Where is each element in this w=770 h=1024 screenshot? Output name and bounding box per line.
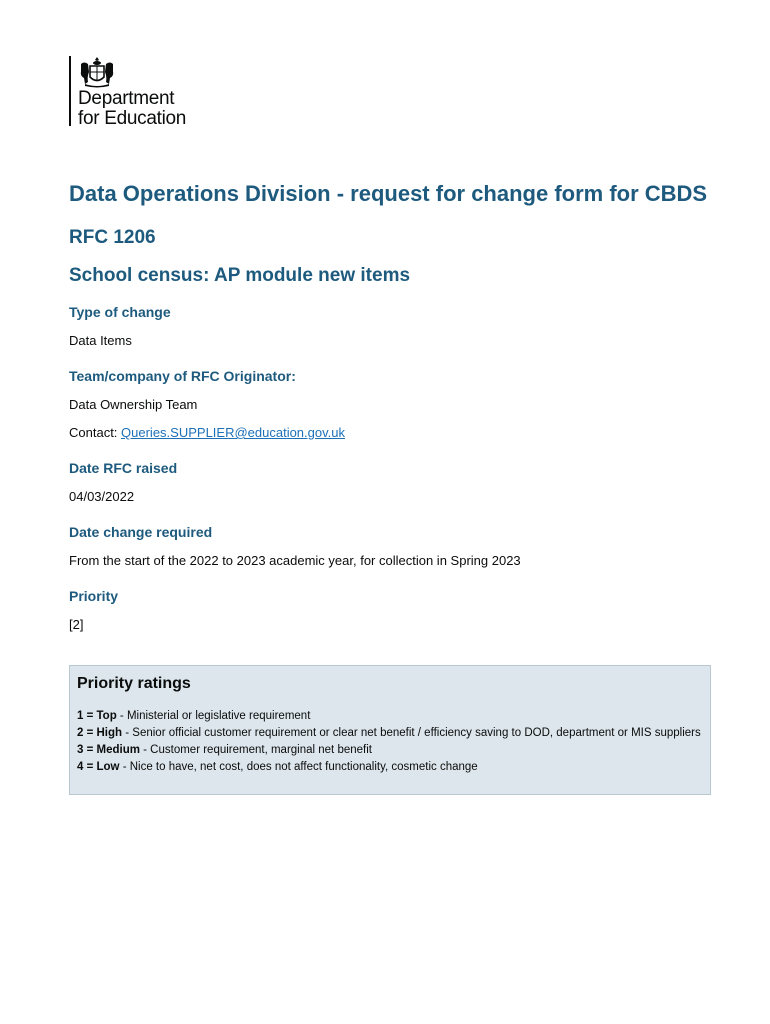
contact-prefix: Contact: [69,425,122,440]
date-required-value: From the start of the 2022 to 2023 academic year, for collection in Spring 2023 [69,553,521,568]
department-name [78,89,186,129]
contact-email-link[interactable]: Queries.SUPPLIER@education.gov.uk [121,425,345,440]
dfe-logo [69,56,229,130]
priority-ratings-list [77,708,703,776]
date-raised-value: 04/03/2022 [69,489,135,504]
priority-rating-desc: - Nice to have, net cost, does not affect functionality, cosmetic change [119,761,478,773]
department-name-line2: for Education [78,108,187,129]
priority-rating-desc: - Customer requirement, marginal net benefit [139,744,372,756]
type-of-change-label: Type of change [69,304,171,320]
type-of-change-value: Data Items [69,333,132,348]
priority-ratings-heading: Priority ratings [77,675,191,692]
priority-rating-item [77,725,703,742]
priority-rating-item [77,708,703,725]
priority-label: Priority [69,588,119,604]
priority-rating-key: 2 = High [77,727,123,739]
form-content [69,180,714,633]
rfc-number: RFC 1206 [69,227,156,248]
date-required-label: Date change required [69,524,213,540]
priority-rating-desc: - Ministerial or legislative requirement [116,710,311,722]
royal-crest-icon [78,56,116,88]
priority-value: [2] [69,617,84,632]
originator-team: Data Ownership Team [69,397,198,412]
logo-rule [69,56,71,126]
priority-ratings-box [69,665,711,795]
priority-rating-desc: - Senior official customer requirement or clear net benefit / efficiency saving to DOD, department or MIS suppliers [122,727,701,739]
priority-rating-item [77,759,703,776]
originator-label: Team/company of RFC Originator: [69,368,296,384]
priority-rating-key: 3 = Medium [77,744,140,756]
page-title: Data Operations Division - request for change form for CBDS [69,181,708,206]
priority-rating-key: 1 = Top [77,710,117,722]
date-raised-label: Date RFC raised [69,460,178,476]
originator-contact [69,425,714,441]
department-name-line1: Department [78,88,175,109]
priority-rating-key: 4 = Low [77,761,120,773]
rfc-subtitle: School census: AP module new items [69,265,411,286]
priority-rating-item [77,742,703,759]
